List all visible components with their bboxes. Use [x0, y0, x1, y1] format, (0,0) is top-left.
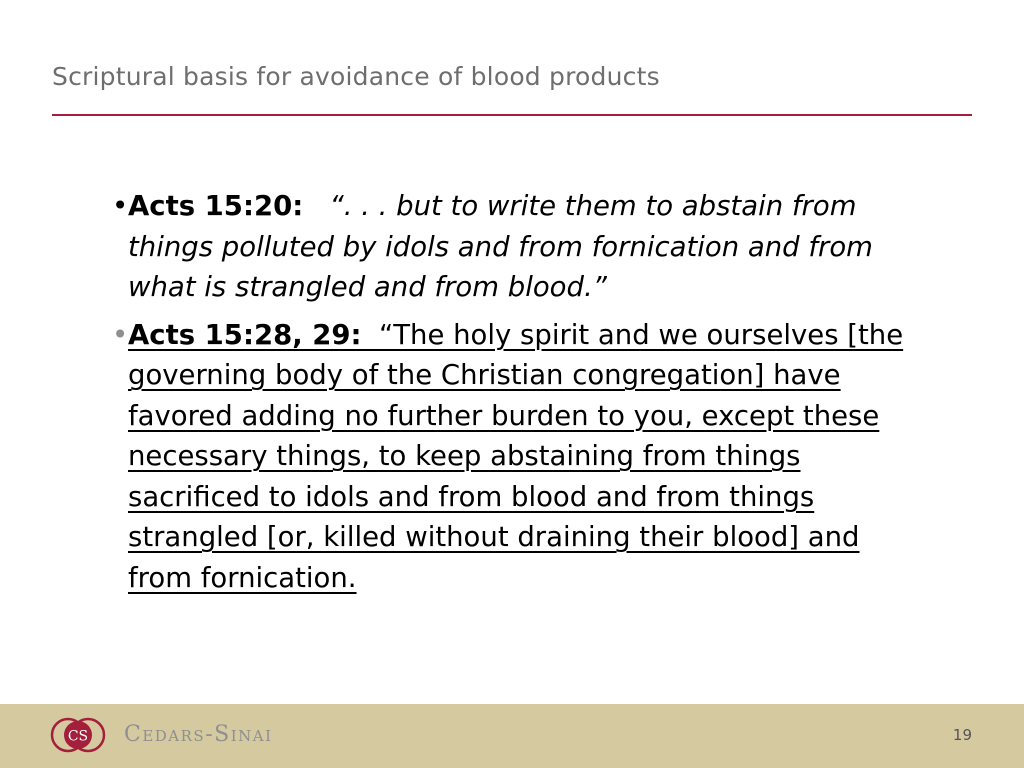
bullet-item-acts-15-28-29 [112, 315, 912, 599]
scripture-quote: “. . . but to write them to abstain from things polluted by idols and from fornication and from what is strangled and from blood.” [128, 190, 873, 303]
title-divider [52, 114, 972, 116]
bullet-item-acts-15-20 [112, 186, 912, 308]
slide-title: Scriptural basis for avoidance of blood products [52, 62, 660, 91]
scripture-reference: Acts 15:28, 29: [128, 318, 362, 351]
bullet-marker: • [112, 190, 129, 222]
slide-body [112, 186, 912, 598]
bullet-marker: • [112, 318, 129, 351]
page-number: 19 [952, 726, 972, 744]
scripture-quote: “The holy spirit and we ourselves [the governing body of the Christian congregation] have favored adding no further burden to you, except these necessary things, to keep abstaining from things sacrificed to idols and from blood and from things strangled [or, killed without draining their blood] and from fornication. [128, 318, 904, 594]
logo-wordmark: Cedars-Sinai [124, 722, 273, 747]
logo-monogram: CS [67, 728, 89, 745]
scripture-reference: Acts 15:20: [128, 190, 304, 222]
cedars-sinai-logo-icon [50, 714, 106, 756]
